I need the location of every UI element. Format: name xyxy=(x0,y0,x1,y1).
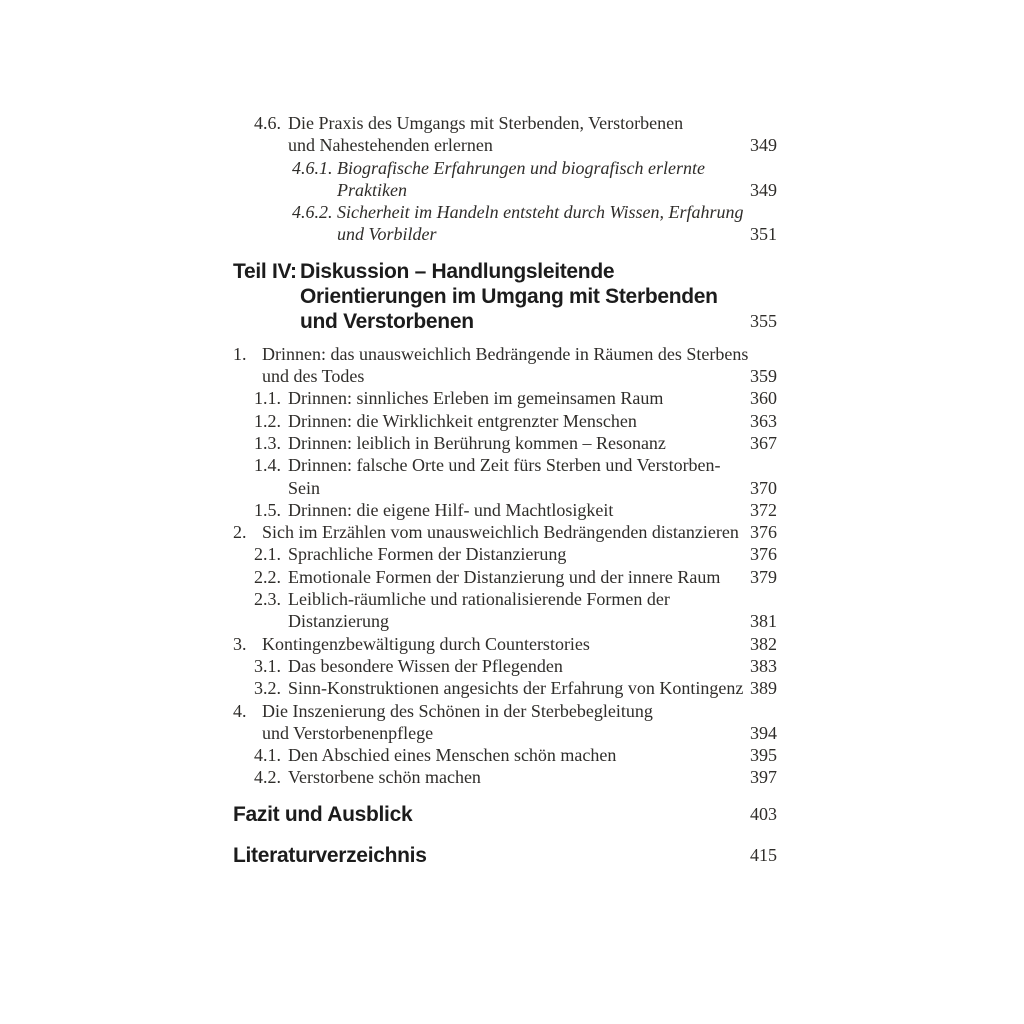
entry-number: 1.1. xyxy=(254,388,281,409)
entry-line: und Verstorbenenpflege xyxy=(262,722,434,743)
entry-page: 363 xyxy=(750,410,777,431)
toc-entry xyxy=(233,521,777,543)
entry-number: 3. xyxy=(233,633,247,654)
entry-line: Kontingenzbewältigung durch Counterstories xyxy=(262,633,590,654)
entry-line: und des Todes xyxy=(262,366,365,387)
toc-entry xyxy=(233,432,777,454)
toc-entry xyxy=(233,157,777,202)
toc-entry xyxy=(233,566,777,588)
entry-line: Sinn-Konstruktionen angesichts der Erfahrung von Kontingenz xyxy=(288,678,744,699)
entry-line: Drinnen: sinnliches Erleben im gemeinsamen Raum xyxy=(288,388,664,409)
entry-number: 4. xyxy=(233,700,247,721)
part-heading xyxy=(233,259,777,334)
entry-page: 349 xyxy=(750,135,777,156)
toc-entry xyxy=(233,655,777,677)
toc-entry xyxy=(233,201,777,246)
toc-entry xyxy=(233,387,777,409)
toc-entry xyxy=(233,410,777,432)
toc-entry xyxy=(233,543,777,565)
entry-line: Die Praxis des Umgangs mit Sterbenden, Verstorbenen xyxy=(288,113,684,133)
entry-number: 1.5. xyxy=(254,499,281,520)
entry-text xyxy=(288,387,663,409)
entry-line: Sein xyxy=(288,477,321,498)
entry-page: 359 xyxy=(750,366,777,387)
entry-text xyxy=(262,343,748,388)
entry-text xyxy=(288,566,720,588)
entry-text xyxy=(288,499,613,521)
entry-line: Den Abschied eines Menschen schön machen xyxy=(288,745,617,766)
entry-line: Verstorbene schön machen xyxy=(288,767,481,788)
entry-text xyxy=(288,677,743,699)
entry-text xyxy=(288,432,666,454)
entry-text xyxy=(288,744,616,766)
part-heading-line: Orientierungen im Umgang mit Sterbenden xyxy=(300,284,718,308)
toc-entry xyxy=(233,454,777,499)
entry-number: 2.3. xyxy=(254,589,281,610)
entry-text xyxy=(262,521,739,543)
entry-line: Drinnen: die eigene Hilf- und Machtlosigkeit xyxy=(288,499,614,520)
part-heading-lines xyxy=(300,259,718,334)
entry-number: 4.2. xyxy=(254,767,281,788)
entry-text xyxy=(288,766,481,788)
entry-page: 394 xyxy=(750,722,777,743)
entry-page: 381 xyxy=(750,611,777,632)
entry-page: 389 xyxy=(750,678,777,699)
toc-list xyxy=(233,112,777,868)
entry-line: Sprachliche Formen der Distanzierung xyxy=(288,544,567,565)
toc-entry xyxy=(233,588,777,633)
part-heading-page: 355 xyxy=(750,311,777,332)
entry-line: und Vorbilder xyxy=(337,224,437,245)
entry-number: 1. xyxy=(233,343,247,364)
entry-page: 379 xyxy=(750,566,777,587)
entry-page: 360 xyxy=(750,388,777,409)
entry-line: Biografische Erfahrungen und biografisch erlernte xyxy=(337,157,705,178)
entry-number: 1.2. xyxy=(254,410,281,431)
entry-line: Praktiken xyxy=(337,179,407,200)
entry-number: 4.1. xyxy=(254,745,281,766)
entry-line: Emotionale Formen der Distanzierung und der innere Raum xyxy=(288,566,721,587)
entry-text xyxy=(288,588,670,633)
entry-text xyxy=(262,700,653,745)
entry-line: Drinnen: die Wirklichkeit entgrenzter Menschen xyxy=(288,410,637,431)
toc-section xyxy=(233,343,777,789)
entry-number: 1.3. xyxy=(254,432,281,453)
entry-page: 382 xyxy=(750,633,777,654)
toc-entry xyxy=(233,744,777,766)
chapter-heading-page: 415 xyxy=(750,845,777,866)
entry-text xyxy=(288,655,563,677)
entry-line: Sicherheit im Handeln entsteht durch Wissen, Erfahrung xyxy=(337,202,744,223)
entry-page: 370 xyxy=(750,477,777,498)
part-heading-label: Teil IV: xyxy=(233,259,297,283)
toc-entry xyxy=(233,343,777,388)
entry-line: Leiblich-räumliche und rationalisierende Formen der xyxy=(288,589,670,610)
entry-text xyxy=(288,112,683,157)
entry-page: 376 xyxy=(750,544,777,565)
entry-number: 1.4. xyxy=(254,455,281,476)
entry-page: 376 xyxy=(750,522,777,543)
entry-line: Drinnen: falsche Orte und Zeit fürs Sterben und Verstorben- xyxy=(288,455,721,476)
entry-line: Das besondere Wissen der Pflegenden xyxy=(288,655,563,676)
toc-entry xyxy=(233,499,777,521)
entry-text xyxy=(288,454,721,499)
part-heading-line: und Verstorbenen xyxy=(300,309,474,333)
chapter-heading xyxy=(233,843,777,868)
entry-number: 3.1. xyxy=(254,655,281,676)
part-heading-line: Diskussion – Handlungsleitende xyxy=(300,259,615,283)
entry-number: 4.6.2. xyxy=(292,202,333,223)
chapter-heading-label: Fazit und Ausblick xyxy=(233,802,413,826)
entry-page: 367 xyxy=(750,432,777,453)
entry-line: Distanzierung xyxy=(288,611,389,632)
entry-page: 383 xyxy=(750,655,777,676)
entry-text xyxy=(337,201,743,246)
chapter-heading-label: Literaturverzeichnis xyxy=(233,843,427,867)
toc-entry xyxy=(233,677,777,699)
entry-page: 351 xyxy=(750,224,777,245)
entry-page: 395 xyxy=(750,745,777,766)
entry-number: 3.2. xyxy=(254,678,281,699)
entry-line: Sich im Erzählen vom unausweichlich Bedrängenden distanzieren xyxy=(262,522,739,543)
entry-number: 2.1. xyxy=(254,544,281,565)
entry-text xyxy=(288,543,566,565)
toc-section xyxy=(233,112,777,246)
entry-number: 4.6.1. xyxy=(292,157,333,178)
entry-number: 4.6. xyxy=(254,113,281,133)
entry-page: 349 xyxy=(750,179,777,200)
chapter-heading-page: 403 xyxy=(750,804,777,825)
entry-text xyxy=(288,410,637,432)
entry-line: und Nahestehenden erlernen xyxy=(288,135,493,156)
toc-entry xyxy=(233,112,777,157)
entry-number: 2.2. xyxy=(254,566,281,587)
toc-entry xyxy=(233,633,777,655)
chapter-heading xyxy=(233,802,777,827)
entry-line: Drinnen: leiblich in Berührung kommen – Resonanz xyxy=(288,432,666,453)
toc-entry xyxy=(233,766,777,788)
entry-number: 2. xyxy=(233,522,247,543)
toc-entry xyxy=(233,700,777,745)
entry-page: 397 xyxy=(750,767,777,788)
entry-line: Die Inszenierung des Schönen in der Sterbebegleitung xyxy=(262,700,653,721)
entry-page: 372 xyxy=(750,499,777,520)
entry-line: Drinnen: das unausweichlich Bedrängende in Räumen des Sterbens xyxy=(262,343,749,364)
entry-text xyxy=(337,157,705,202)
entry-text xyxy=(262,633,590,655)
